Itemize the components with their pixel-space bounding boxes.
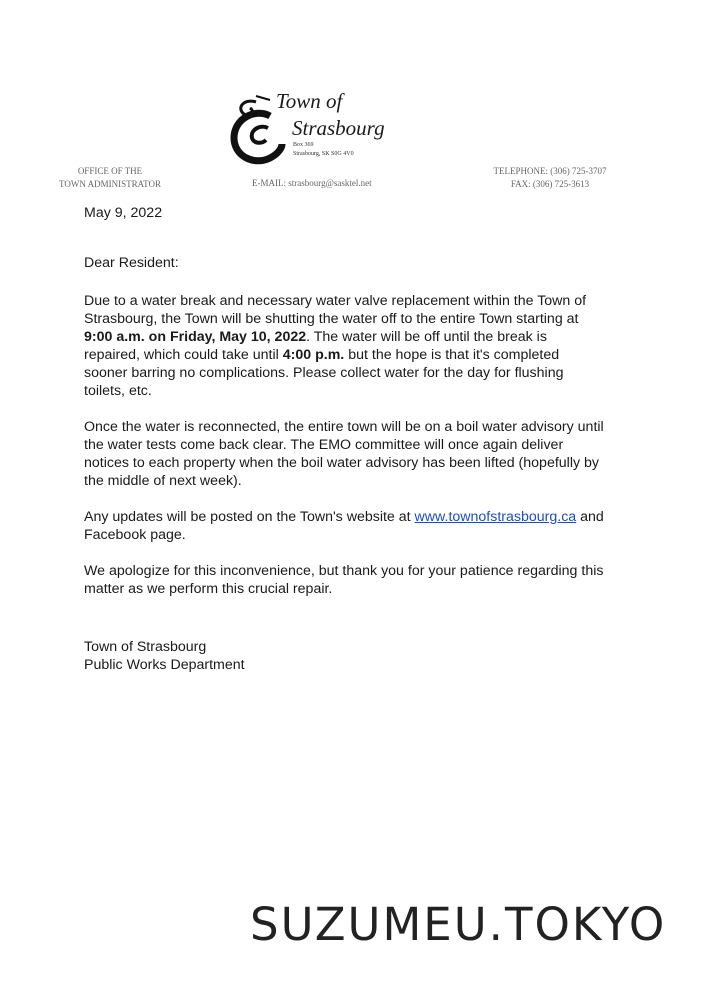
letterhead [0, 0, 720, 200]
signature-line1: Town of Strasbourg [84, 639, 207, 655]
office-line2: TOWN ADMINISTRATOR [59, 179, 161, 189]
signature-line2: Public Works Department [84, 657, 245, 673]
fax-line: FAX: (306) 725-3613 [510, 179, 590, 189]
office-label [40, 165, 180, 191]
para1-text-b: . The water will be off until the break is repaired, which could take until [84, 329, 547, 363]
paragraph-water-shutoff [84, 292, 604, 400]
watermark: SUZUMEU.TOKYO [250, 898, 667, 951]
para1-text-a: Due to a water break and necessary water valve replacement within the Town of Strasbourg, the Town will be shutting the water off to the entire Town starting at [84, 293, 587, 327]
para1-text-c: but the hope is that it's completed sooner barring no complications. Please collect water for the day for flushing toilets, etc. [84, 347, 564, 399]
email-line: E-MAIL: strasbourg@sasktel.net [252, 178, 372, 188]
paragraph-boil-advisory: Once the water is reconnected, the entire town will be on a boil water advisory until the water tests come back clear. The EMO committee will once again deliver notices to each property when the boil water advisory has been lifted (hopefully by the middle of next week). [84, 419, 604, 489]
shutoff-end-time: 4:00 p.m. [282, 347, 345, 363]
para3-text-a: Any updates will be posted on the Town's website at [84, 509, 415, 525]
para3-text-b: and Facebook page. [84, 509, 604, 543]
town-website-link[interactable]: www.townofstrasbourg.ca [414, 509, 577, 525]
letter-body [84, 200, 604, 674]
office-line1: OFFICE OF THE [77, 166, 143, 176]
telephone-line: TELEPHONE: (306) 725-3707 [493, 166, 607, 176]
contact-numbers [470, 165, 630, 191]
address-box: Box 369 [293, 142, 314, 148]
shutoff-start-time: 9:00 a.m. on Friday, May 10, 2022 [84, 329, 307, 345]
letter-date: May 9, 2022 [84, 205, 163, 221]
salutation: Dear Resident: [84, 255, 179, 271]
paragraph-updates [84, 508, 604, 544]
town-name-line2: Strasbourg [292, 116, 385, 140]
paragraph-apology: We apologize for this inconvenience, but thank you for your patience regarding this matter as we perform this crucial repair. [84, 563, 604, 597]
town-name-line1: Town of [276, 89, 343, 113]
address-city: Strasbourg, SK S0G 4V0 [293, 151, 354, 157]
